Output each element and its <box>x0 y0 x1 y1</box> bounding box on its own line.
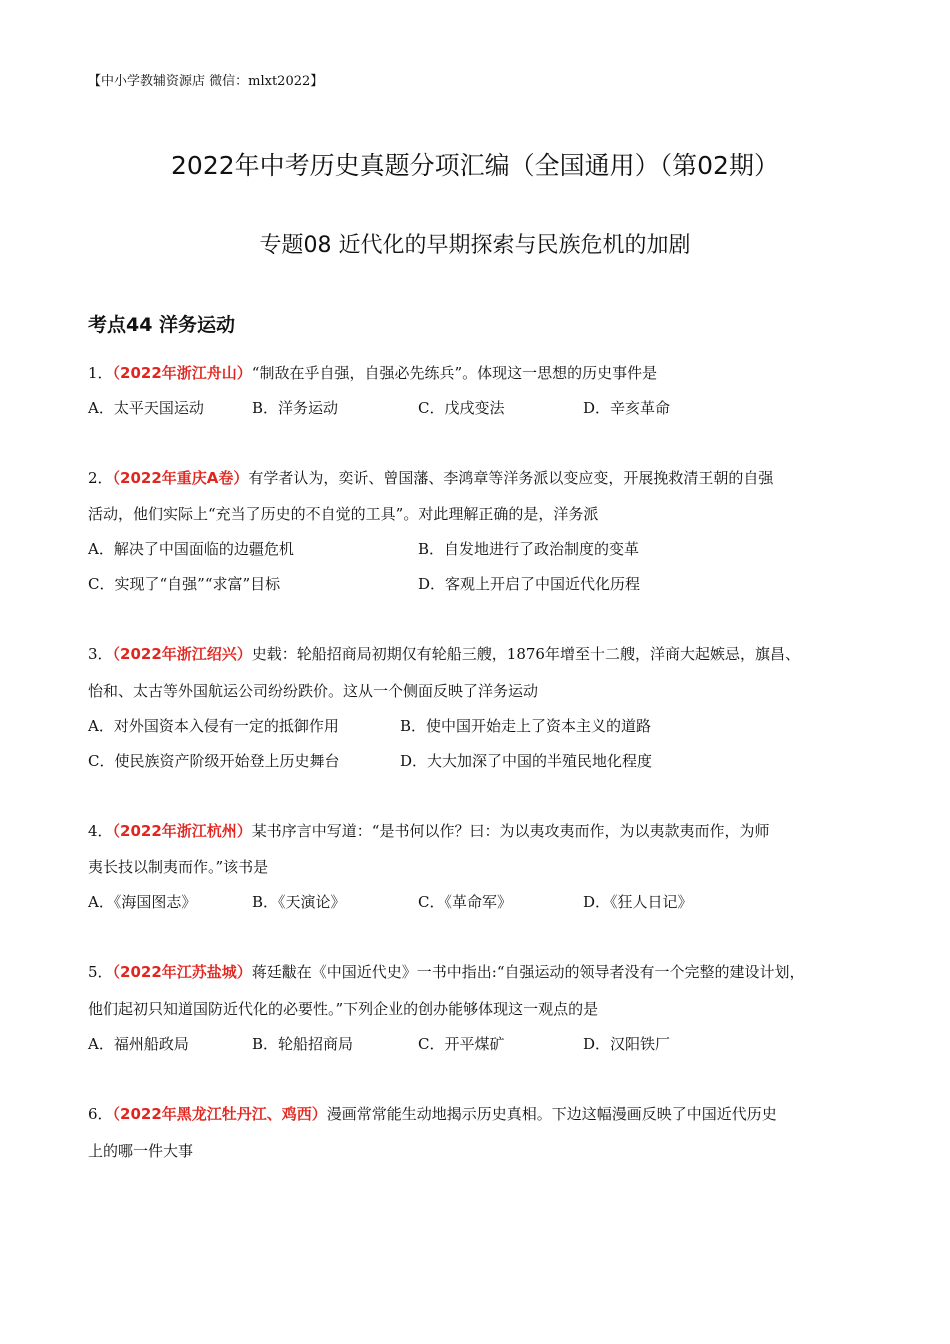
option-text: 使民族资产阶级开始登上历史舞台 <box>114 752 340 770</box>
option-label: D． <box>418 575 446 593</box>
option-c <box>418 1033 505 1054</box>
option-d <box>583 891 693 912</box>
option-text: 《海国图志》 <box>113 893 197 911</box>
option-d <box>418 573 640 594</box>
option-label: B． <box>418 540 445 558</box>
page-subtitle: 专题08 近代化的早期探索与民族危机的加剧 <box>259 233 691 258</box>
option-b <box>400 715 651 736</box>
question-number: 4． <box>88 822 113 840</box>
option-text: 使中国开始走上了资本主义的道路 <box>426 717 652 735</box>
option-b <box>252 1033 353 1054</box>
question-text: 有学者认为，奕䜣、曾国藩、李鸿章等洋务派以变应变，开展挽救清王朝的自强 <box>248 469 774 487</box>
option-label: C． <box>418 893 445 911</box>
option-label: A． <box>88 399 114 417</box>
option-text: 洋务运动 <box>278 399 339 417</box>
question-5-stem-line-1 <box>88 961 805 982</box>
option-text: 汉阳铁厂 <box>610 1035 671 1053</box>
option-label: D． <box>583 399 611 417</box>
option-label: A． <box>88 540 114 558</box>
option-label: D． <box>583 1035 611 1053</box>
option-a <box>88 538 294 559</box>
option-label: B． <box>252 399 279 417</box>
question-number: 3． <box>88 645 113 663</box>
question-text: 蒋廷黻在《中国近代史》一书中指出:“自强运动的领导者没有一个完整的建设计划， <box>251 963 805 981</box>
question-source: （2022年浙江杭州） <box>112 822 252 840</box>
option-c <box>418 397 505 418</box>
question-text: “制敌在乎自强，自强必先练兵”。体现这一思想的历史事件是 <box>251 364 658 382</box>
option-d <box>583 397 670 418</box>
page-title: 2022年中考历史真题分项汇编（全国通用）（第02期） <box>171 151 779 180</box>
option-label: C． <box>88 575 115 593</box>
option-d <box>400 750 652 771</box>
question-6-stem-line-1 <box>88 1103 777 1124</box>
option-label: B． <box>252 1035 279 1053</box>
question-source: （2022年浙江舟山） <box>112 364 252 382</box>
question-1-stem-line-1 <box>88 362 657 383</box>
option-b <box>252 891 346 912</box>
option-text: 福州船政局 <box>113 1035 189 1053</box>
question-number: 1． <box>88 364 113 382</box>
option-c <box>418 891 512 912</box>
option-a <box>88 1033 189 1054</box>
option-text: 《革命军》 <box>444 893 512 911</box>
option-text: 开平煤矿 <box>444 1035 505 1053</box>
option-label: A． <box>88 1035 114 1053</box>
option-text: 《狂人日记》 <box>610 893 693 911</box>
option-d <box>583 1033 670 1054</box>
question-5-stem-line-2: 他们起初只知道国防近代化的必要性。”下列企业的创办能够体现这一观点的是 <box>88 1000 599 1018</box>
option-label: C． <box>418 1035 445 1053</box>
question-text: 某书序言中写道：“是书何以作？曰：为以夷攻夷而作，为以夷款夷而作，为师 <box>251 822 770 840</box>
option-label: D． <box>583 893 611 911</box>
option-label: B． <box>252 893 279 911</box>
option-text: 《天演论》 <box>278 893 346 911</box>
option-label: A． <box>88 717 114 735</box>
question-text: 漫画常常能生动地揭示历史真相。下边这幅漫画反映了中国近代历史 <box>326 1105 777 1123</box>
option-text: 对外国资本入侵有一定的抵御作用 <box>113 717 339 735</box>
section-heading: 考点44 洋务运动 <box>88 314 236 336</box>
option-b <box>252 397 338 418</box>
option-text: 戊戌变法 <box>444 399 505 417</box>
header-note: 【中小学教辅资源店 微信：mlxt2022】 <box>88 74 324 89</box>
option-a <box>88 397 204 418</box>
question-6-stem-line-2: 上的哪一件大事 <box>88 1142 194 1160</box>
option-label: C． <box>418 399 445 417</box>
option-text: 大大加深了中国的半殖民地化程度 <box>427 752 653 770</box>
question-2-stem-line-2: 活动，他们实际上“充当了历史的不自觉的工具”。对此理解正确的是，洋务派 <box>88 505 599 523</box>
question-source: （2022年浙江绍兴） <box>112 645 252 663</box>
question-source: （2022年江苏盐城） <box>112 963 252 981</box>
question-2-stem-line-1 <box>88 467 773 488</box>
question-4-stem-line-1 <box>88 820 769 841</box>
option-text: 自发地进行了政治制度的变革 <box>444 540 640 558</box>
question-3-stem-line-2: 怡和、太古等外国航运公司纷纷跌价。这从一个侧面反映了洋务运动 <box>88 682 539 700</box>
option-a <box>88 891 196 912</box>
option-label: C． <box>88 752 115 770</box>
option-text: 解决了中国面临的边疆危机 <box>113 540 294 558</box>
option-label: B． <box>400 717 427 735</box>
option-c <box>88 573 280 594</box>
option-label: A． <box>88 893 114 911</box>
option-b <box>418 538 639 559</box>
question-text: 史载：轮船招商局初期仅有轮船三艘，1876年增至十二艘，洋商大起嫉忌，旗昌、 <box>251 645 800 663</box>
option-text: 轮船招商局 <box>278 1035 354 1053</box>
option-text: 客观上开启了中国近代化历程 <box>445 575 641 593</box>
option-c <box>88 750 340 771</box>
option-label: D． <box>400 752 428 770</box>
question-3-stem-line-1 <box>88 643 800 664</box>
question-number: 5． <box>88 963 113 981</box>
question-source: （2022年重庆A卷） <box>112 469 249 487</box>
option-text: 实现了“自强”“求富”目标 <box>114 575 281 593</box>
option-a <box>88 715 339 736</box>
question-number: 2． <box>88 469 113 487</box>
question-source: （2022年黑龙江牡丹江、鸡西） <box>112 1105 327 1123</box>
question-number: 6． <box>88 1105 113 1123</box>
option-text: 太平天国运动 <box>113 399 204 417</box>
option-text: 辛亥革命 <box>610 399 671 417</box>
question-4-stem-line-2: 夷长技以制夷而作。”该书是 <box>88 858 269 876</box>
